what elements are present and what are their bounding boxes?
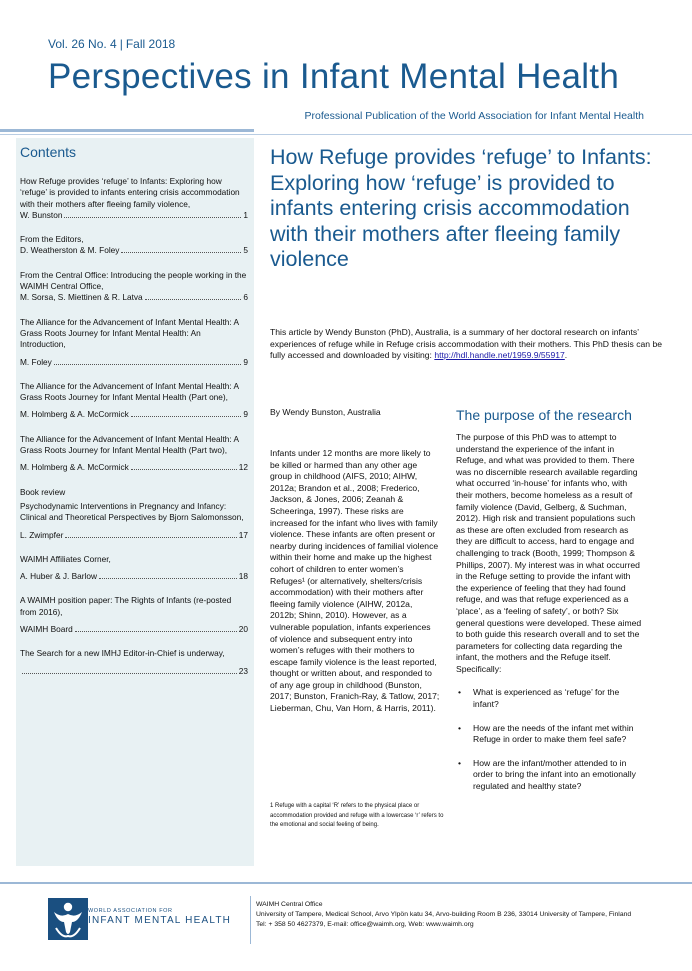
article-title: How Refuge provides ‘refuge’ to Infants: Exploring how ‘refuge’ is provided to infants entering crisis accommodation with their mothers after fleeing family violence — [270, 145, 652, 271]
article-intro-end: . — [564, 350, 568, 361]
waimh-logo-icon — [48, 898, 88, 940]
toc-entry-authors: M. Foley — [20, 356, 52, 367]
toc-entry[interactable] — [20, 317, 248, 368]
office-contact: Tel: + 358 50 4627379, E-mail: office@waimh.org, Web: www.waimh.org — [256, 921, 474, 929]
toc-entry-authors: W. Bunston — [20, 209, 63, 220]
toc-entry[interactable] — [20, 595, 248, 635]
toc-entry-line — [20, 571, 248, 582]
toc-leader-dots — [75, 631, 237, 632]
toc-entry-title: From the Editors, — [20, 234, 84, 245]
toc-leader-dots — [131, 416, 242, 417]
research-question: • What is experienced as ‘refuge’ for the infant? — [456, 687, 642, 710]
toc-leader-dots — [145, 299, 242, 300]
journal-subtitle: Professional Publication of the World Association for Infant Mental Health — [304, 110, 644, 122]
toc-entry[interactable] — [20, 554, 248, 583]
toc-entry-page: 5 — [243, 245, 248, 256]
masthead — [0, 0, 692, 128]
footer — [0, 886, 692, 971]
contents-heading: Contents — [20, 144, 77, 160]
toc-entry-authors: M. Holmberg & A. McCormick — [20, 462, 129, 473]
top-rule-hairline — [0, 134, 692, 135]
toc-entry-authors: M. Holmberg & A. McCormick — [20, 409, 129, 420]
toc-entry-line — [20, 666, 248, 677]
toc-entry-authors: L. Zwimpfer — [20, 529, 64, 540]
toc-entry-line — [20, 462, 248, 473]
toc-leader-dots — [64, 217, 241, 218]
toc-entry-line — [20, 409, 248, 420]
toc-entry-line — [20, 357, 248, 368]
toc-entry-line — [20, 245, 248, 256]
issue-separator: | — [119, 37, 123, 51]
toc-entry-line — [20, 530, 248, 541]
toc-leader-dots — [121, 252, 241, 253]
toc-entry-line — [20, 624, 248, 635]
toc-leader-dots — [99, 578, 237, 579]
office-title: WAIMH Central Office — [256, 901, 323, 908]
issue-volume: Vol. 26 No. 4 — [48, 37, 117, 51]
thesis-link[interactable]: http://hdl.handle.net/1959.9/55917 — [434, 350, 565, 361]
toc-entry-page: 18 — [238, 571, 248, 582]
toc-entry[interactable] — [20, 648, 248, 677]
toc-entry-line — [20, 292, 248, 303]
toc-section-label: Book review — [20, 486, 66, 497]
toc-entry-page: 9 — [243, 409, 248, 420]
article-byline: By Wendy Bunston, Australia — [270, 407, 381, 417]
issue-season: Fall 2018 — [125, 37, 176, 51]
article-body-right — [456, 432, 642, 805]
toc-entry-page: 23 — [238, 665, 248, 676]
toc-entry-page: 12 — [238, 462, 248, 473]
toc-entry[interactable] — [20, 234, 248, 257]
article-footnote: 1 Refuge with a capital ‘R’ refers to the physical place or accommodation provided and refuge with a lowercase ‘r’ refers to the emotional and social feeling of being. — [270, 803, 444, 828]
toc-entry-title: From the Central Office: Introducing the people working in the WAIMH Central Office, — [20, 269, 247, 292]
logo-wordmark-small: WORLD ASSOCIATION FOR — [88, 908, 173, 914]
purpose-heading: The purpose of the research — [456, 407, 632, 423]
toc-entry-authors: D. Weatherston & M. Foley — [20, 245, 120, 256]
toc-entry-line — [20, 210, 248, 221]
toc-leader-dots — [131, 469, 237, 470]
toc-entry-title: The Alliance for the Advancement of Infant Mental Health: A Grass Roots Journey for Infant Mental Health (Part two), — [20, 433, 239, 456]
toc-entry-authors: A. Huber & J. Barlow — [20, 571, 98, 582]
toc-entry[interactable] — [20, 270, 248, 304]
issue-info — [48, 37, 175, 51]
toc-leader-dots — [22, 673, 237, 674]
toc-entry-page: 9 — [243, 356, 248, 367]
toc-entry[interactable] — [20, 176, 248, 221]
journal-title: Perspectives in Infant Mental Health — [48, 57, 620, 96]
toc-entry-title: The Search for a new IMHJ Editor-in-Chief is underway, — [20, 648, 225, 659]
toc-entry-title: How Refuge provides ‘refuge’ to Infants: Exploring how ‘refuge’ is provided to infants entering crisis accommodation with their mothers after fleeing family violence, — [20, 176, 240, 209]
contents-sidebar — [16, 138, 254, 866]
research-questions — [456, 687, 642, 792]
footer-divider — [250, 896, 251, 944]
toc-entry[interactable] — [20, 381, 248, 421]
toc-entry-page: 1 — [243, 209, 248, 220]
top-rule-band — [0, 129, 254, 132]
article-body-left: Infants under 12 months are more likely to be killed or harmed than any other age group in childhood (AIFS, 2010; AIHW, 2012a; Brandon et al., 2008; Frederico, Jackson, & Jones, 2006; Zeanah & Scheeringa, 1997). These risks are increased for the infant who lives with family violence. These infants are often present or nearby during incidences of familial violence within their home and make up the highest cohort of children to enter women’s Refuges¹ (or alternatively, shelters/crisis accommodation) with their mothers after fleeing family violence (AIHW, 2012a, 2012b; Shinn, 2010). However, as a vulnerable population, infants experiences of violence and subsequent entry into women’s refuges with their mothers to escape family violence is the least reported, thought or written about, and responded to of any age group in childhood (Bunston, 2017; Bunston, Franich-Ray, & Tatlow, 2017; Lieberman, Chu, Van Horn, & Harris, 2011). — [270, 448, 440, 714]
toc-leader-dots — [54, 364, 242, 365]
research-question: • How are the infant/mother attended to in order to bring the infant into an emotionally regulated and healthy state? — [456, 758, 642, 793]
logo-wordmark-large: INFANT MENTAL HEALTH — [88, 915, 232, 926]
top-rule — [0, 129, 692, 137]
toc-leader-dots — [65, 537, 236, 538]
toc-entry[interactable] — [20, 434, 248, 474]
toc-entry-title: A WAIMH position paper: The Rights of Infants (re-posted from 2016), — [20, 595, 232, 617]
toc-entry-title: WAIMH Affiliates Corner, — [20, 553, 111, 564]
toc-entry-title: Psychodynamic Interventions in Pregnancy and Infancy: Clinical and Theoretical Perspectives by Bjorn Salomonsson, — [20, 500, 244, 523]
article-intro — [270, 327, 665, 362]
footer-rule — [0, 882, 692, 884]
central-office-info — [256, 900, 631, 931]
logo-wordmark — [88, 908, 231, 926]
toc-entry-title: The Alliance for the Advancement of Infant Mental Health: A Grass Roots Journey for Infant Mental Health: An Introduction, — [20, 316, 239, 350]
toc-entry-page: 20 — [238, 624, 248, 635]
toc-entry-page: 17 — [238, 529, 248, 540]
toc-entry-page: 6 — [243, 292, 248, 303]
toc-entry-title: The Alliance for the Advancement of Infant Mental Health: A Grass Roots Journey for Infant Mental Health (Part one), — [20, 380, 239, 403]
purpose-paragraph: The purpose of this PhD was to attempt to understand the experience of the infant in Refuge, and what was provided to them. There was no discernible research available regarding what occurred ‘in-house’ for infants who, with their mothers, become homeless as a result of family violence (David, Gelberg, & Suchman, 2012). High risk and transient populations such as these are often excluded from research as they are difficult to access, hard to engage and challenging to track (Booth, 1999; Thompson & Phillips, 2007). My interest was in what occurred in the Refuge setting to provide the infant with the experience of feeling that they had found refuge, and was that refuge experienced as a ‘place’, as a ‘feeling of safety’, or both? Six general questions were developed. These aimed to both guide this research overall and to set the parameters for collecting data regarding the infant, the mothers and the Refuge itself. Specifically: — [456, 432, 642, 674]
toc-entry[interactable] — [20, 487, 248, 541]
toc-entry-authors: M. Sorsa, S. Miettinen & R. Latva — [20, 292, 143, 303]
research-question: • How are the needs of the infant met within Refuge in order to make them feel safe? — [456, 723, 642, 746]
article-intro-text: This article by Wendy Bunston (PhD), Australia, is a summary of her doctoral research on infants’ experiences of refuge while in Refuge crisis accommodation with their mothers. This PhD thesis can be fully accessed and downloaded by visiting: — [270, 327, 662, 361]
toc-entry-authors: WAIMH Board — [20, 624, 73, 635]
office-address: University of Tampere, Medical School, Arvo Ylpön katu 34, Arvo-building Room B 236, 33014 University of Tampere, Finland — [256, 911, 632, 919]
